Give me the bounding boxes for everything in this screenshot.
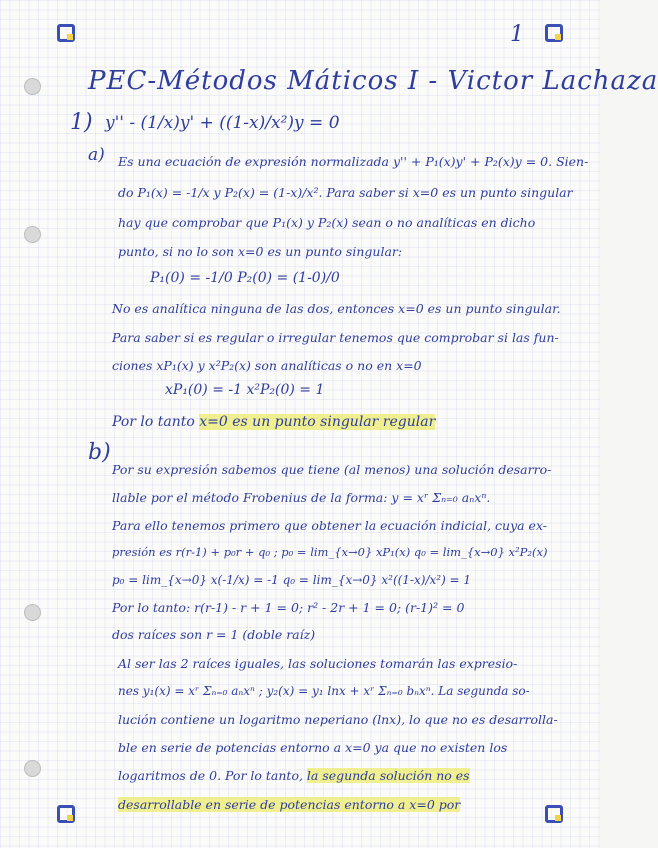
binder-hole-1 — [24, 78, 41, 95]
part-a-conclusion-prefix: Por lo tanto — [112, 414, 200, 430]
part-b-line-10: lución contiene un logaritmo neperiano (lnx), lo que no es desarrolla- — [118, 712, 558, 727]
part-a-label: a) — [88, 145, 105, 165]
part-a-line-3: hay que comprobar que P₁(x) y P₂(x) sean o no analíticas en dicho — [118, 215, 536, 230]
part-a-line-4: punto, si no lo son x=0 es un punto singular: — [118, 244, 403, 259]
part-a-line-1: Es una ecuación de expresión normalizada y'' + P₁(x)y' + P₂(x)y = 0. Sien- — [118, 154, 589, 169]
binder-hole-2 — [24, 226, 41, 243]
part-b-line-5: p₀ = lim_{x→0} x(-1/x) = -1 q₀ = lim_{x→0} x²((1-x)/x²) = 1 — [112, 573, 472, 587]
part-b-line-7: dos raíces son r = 1 (doble raíz) — [112, 627, 316, 642]
question-equation: y'' - (1/x)y' + ((1-x)/x²)y = 0 — [105, 113, 340, 133]
part-b-line-13-highlight: desarrollable en serie de potencias entorno a x=0 por — [118, 797, 461, 812]
part-b-line-2: llable por el método Frobenius de la forma: y = xʳ Σₙ₌₀ aₙxⁿ. — [112, 490, 491, 505]
part-b-line-12 — [118, 768, 470, 783]
part-a-conclusion — [112, 414, 435, 430]
question-number: 1) — [70, 110, 93, 135]
part-a-line-9: xP₁(0) = -1 x²P₂(0) = 1 — [165, 382, 325, 398]
part-b-line-9: nes y₁(x) = xʳ Σₙ₌₀ aₙxⁿ ; y₂(x) = y₁ lnx + xʳ Σₙ₌₀ bₙxⁿ. La segunda so- — [118, 684, 530, 698]
corner-marker-bottom-right — [545, 805, 563, 823]
part-a-line-6: No es analítica ninguna de las dos, entonces x=0 es un punto singular. — [112, 301, 561, 316]
part-b-line-4: presión es r(r-1) + p₀r + q₀ ; p₀ = lim_{x→0} xP₁(x) q₀ = lim_{x→0} x²P₂(x) — [112, 545, 548, 559]
part-b-line-12-prefix: logaritmos de 0. Por lo tanto, — [118, 768, 307, 783]
part-b-line-13 — [118, 797, 460, 812]
part-a-line-7: Para saber si es regular o irregular tenemos que comprobar si las fun- — [112, 330, 559, 345]
binder-hole-3 — [24, 604, 41, 621]
part-a-conclusion-highlight: x=0 es un punto singular regular — [199, 414, 436, 430]
part-a-line-2: do P₁(x) = -1/x y P₂(x) = (1-x)/x². Para saber si x=0 es un punto singular — [118, 185, 573, 200]
part-b-line-6: Por lo tanto: r(r-1) - r + 1 = 0; r² - 2r + 1 = 0; (r-1)² = 0 — [112, 600, 465, 615]
part-b-line-1: Por su expresión sabemos que tiene (al menos) una solución desarro- — [112, 462, 552, 477]
part-a-line-5: P₁(0) = -1/0 P₂(0) = (1-0)/0 — [150, 270, 340, 286]
corner-marker-top-right — [545, 24, 563, 42]
part-a-line-8: ciones xP₁(x) y x²P₂(x) son analíticas o no en x=0 — [112, 358, 422, 373]
part-b-line-12-highlight: la segunda solución no es — [306, 768, 470, 783]
part-b-line-8: Al ser las 2 raíces iguales, las soluciones tomarán las expresio- — [118, 656, 518, 671]
binder-hole-4 — [24, 760, 41, 777]
page-number: 1 — [510, 22, 524, 47]
corner-marker-bottom-left — [57, 805, 75, 823]
part-b-label: b) — [88, 440, 111, 465]
part-b-line-3: Para ello tenemos primero que obtener la ecuación indicial, cuya ex- — [112, 518, 548, 533]
page-title: PEC-Métodos Máticos I - Victor Lachaza — [88, 66, 658, 96]
corner-marker-top-left — [57, 24, 75, 42]
part-b-line-11: ble en serie de potencias entorno a x=0 ya que no existen los — [118, 740, 508, 755]
